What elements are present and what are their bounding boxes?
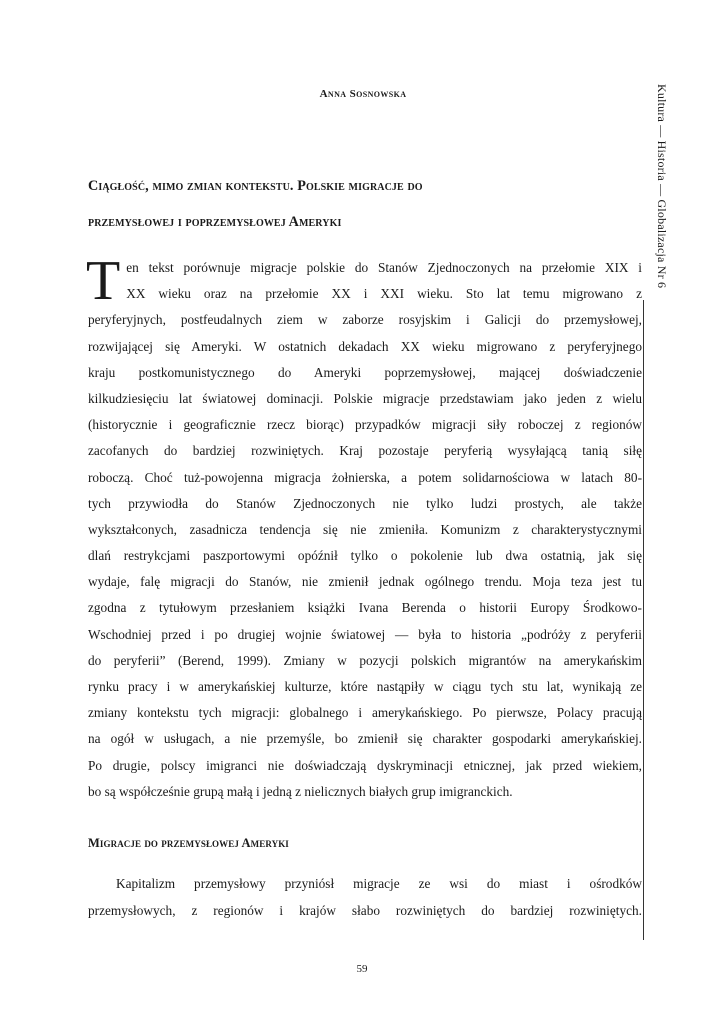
drop-cap: T [86, 250, 121, 312]
author-name: Anna Sosnowska [319, 88, 407, 100]
text-line: en tekst porównuje migracje polskie do Stanów Zjednoczonych na przełomie XIX i [126, 260, 642, 275]
text-line: Wschodniej przed i po drugiej wojnie światowej — była to historia „podróży z peryferii [88, 626, 642, 642]
text-line: rynku pracy i w amerykańskiej kulturze, które nastąpiły w ciągu tych stu lat, wynikają ze [88, 679, 642, 694]
text-line: XX wieku oraz na przełomie XX i XXI wieku. Sto lat temu migrowano z [126, 286, 642, 302]
text-line: Po drugie, polscy imigranci nie doświadczają dyskryminacji etnicznej, jak przed wiekiem, [88, 757, 642, 773]
text-line: do peryferii” (Berend, 1999). Zmiany w pozycji polskich migrantów na amerykańskim [88, 652, 642, 668]
text-line: wykształconych, zasadnicza tendencja się nie zmieniła. Komunizm z charakterystycznymi [88, 521, 642, 537]
text-line: zacofanych do bardziej rozwiniętych. Kraj pozostaje peryferią wysyłającą tanią siłę [88, 443, 642, 459]
text-line: kraju postkomunistycznego do Ameryki poprzemysłowej, mającej doświadczenie [88, 364, 642, 380]
section-heading: Migracje do przemysłowej Ameryki [88, 836, 289, 850]
text-line: Kapitalizm przemysłowy przyniósł migracje ze wsi do miast i ośrodków [116, 876, 642, 891]
margin-rule [643, 300, 644, 940]
text-line: roboczą. Choć tuż-powojenna migracja żołnierska, a potem solidarnościowa w latach 80- [88, 469, 642, 485]
text-line: na ogół w usługach, a nie przemyśle, bo zmienił się charakter gospodarki amerykańskiej. [88, 731, 642, 747]
text-line: bo są współcześnie grupą małą i jedną z nielicznych białych grup imigranckich. [88, 783, 513, 799]
text-line: dlań restrykcjami paszportowymi opóźnił tylko o pokolenie lub dwa ostatnią, jak się [88, 548, 642, 564]
journal-side-label: Kultura — Historia — Globalizacja Nr 6 [655, 84, 669, 289]
text-line: (historycznie i geograficznie rzecz biorąc) przypadków migracji siły roboczej z regionów [88, 417, 642, 433]
text-line: zmiany kontekstu tych migracji: globalnego i amerykańskiego. Po pierwsze, Polacy pracują [88, 705, 642, 721]
intro-paragraph [86, 250, 642, 805]
text-line: wydaje, falę migracji do Stanów, nie zmienił jednak ogólnego trendu. Moja teza jest tu [88, 574, 642, 590]
title-line: przemysłowej i poprzemysłowej Ameryki [88, 214, 342, 230]
article-title [88, 168, 636, 240]
section-paragraph [88, 870, 642, 924]
text-line: kilkudziesięciu lat światowej dominacji. Polskie migracje przedstawiam jako jeden z wielu [88, 390, 642, 406]
text-line: przemysłowych, z regionów i krajów słabo rozwiniętych do bardziej rozwiniętych. [88, 903, 642, 918]
title-line: Ciągłość, mimo zmian kontekstu. Polskie migracje do [88, 178, 423, 194]
text-line: rozwijającej się Ameryki. W ostatnich dekadach XX wieku migrowano z peryferyjnego [88, 338, 642, 354]
text-line: zgodna z tytułowym przesłaniem książki Ivana Berenda o historii Europy Środkowo- [88, 600, 642, 616]
text-line: peryferyjnych, postfeudalnych ziem w zaborze rosyjskim i Galicji do przemysłowej, [88, 312, 642, 328]
page-number: 59 [356, 963, 368, 975]
text-line: tych przywiodła do Stanów Zjednoczonych nie tylko ludzi prostych, ale także [88, 495, 642, 511]
